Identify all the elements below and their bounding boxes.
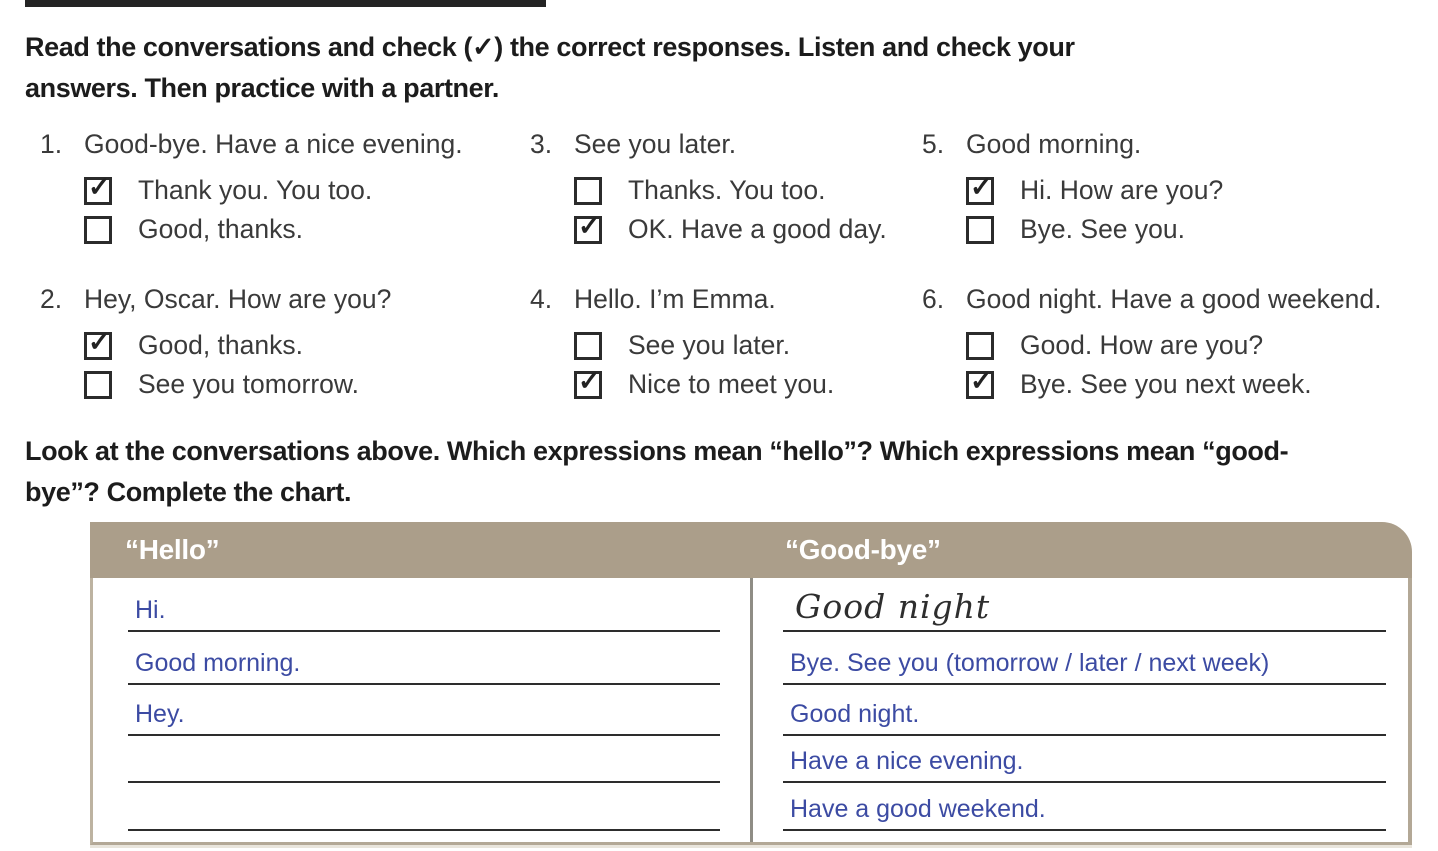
item-prompt: Good-bye. Have a nice evening. — [84, 129, 463, 159]
item-number: 6. — [922, 284, 945, 314]
goodbye-answer-line-2[interactable] — [783, 632, 1386, 685]
hello-column — [93, 578, 750, 842]
expressions-chart — [90, 522, 1412, 845]
item-2 — [40, 283, 528, 404]
item-1 — [40, 128, 528, 249]
answer-text: Bye. See you (tomorrow / later / next week) — [790, 649, 1270, 677]
check-icon: ✓ — [578, 210, 601, 241]
item-2-option-1 — [84, 326, 528, 365]
item-prompt: See you later. — [574, 129, 737, 159]
item-4-option-1 — [574, 326, 920, 365]
option-label: See you tomorrow. — [138, 369, 359, 399]
checkbox-unchecked[interactable] — [966, 332, 994, 360]
items-column-3 — [922, 128, 1434, 404]
handwritten-answer-text: Good night — [795, 587, 991, 626]
goodbye-column — [750, 578, 1408, 842]
chart-body — [90, 578, 1412, 845]
item-5-option-2 — [966, 210, 1434, 249]
goodbye-answer-line-3[interactable] — [783, 685, 1386, 736]
item-3-option-2 — [574, 210, 920, 249]
item-number: 4. — [530, 284, 553, 314]
option-label: Hi. How are you? — [1020, 175, 1224, 205]
goodbye-answer-line-1[interactable] — [783, 578, 1386, 632]
option-label: Thanks. You too. — [628, 175, 826, 205]
answer-text: Hi. — [135, 596, 166, 624]
hello-column-header: “Hello” — [125, 534, 220, 565]
option-label: Bye. See you next week. — [1020, 369, 1312, 399]
item-number: 3. — [530, 129, 553, 159]
goodbye-answer-line-5[interactable] — [783, 783, 1386, 831]
instruction-2: Look at the conversations above. Which expressions mean “hello”? Which expressions mean “good-bye”? Complete the chart. — [25, 436, 1289, 507]
item-number: 1. — [40, 129, 63, 159]
answer-text: Have a nice evening. — [790, 747, 1024, 775]
check-icon: ✓ — [578, 365, 601, 396]
checkbox-unchecked[interactable] — [574, 332, 602, 360]
item-5 — [922, 128, 1434, 249]
item-prompt: Good night. Have a good weekend. — [966, 284, 1382, 314]
checkbox-unchecked[interactable] — [84, 216, 112, 244]
item-3 — [530, 128, 920, 249]
item-prompt: Hello. I’m Emma. — [574, 284, 776, 314]
chart-header — [90, 522, 1412, 578]
option-label: See you later. — [628, 330, 791, 360]
instruction-1: Read the conversations and check (✓) the correct responses. Listen and check your answers. Then practice with a partner. — [25, 32, 1075, 103]
item-prompt: Hey, Oscar. How are you? — [84, 284, 392, 314]
item-6-option-1 — [966, 326, 1434, 365]
goodbye-answer-line-4[interactable] — [783, 736, 1386, 783]
answer-text: Good night. — [790, 700, 920, 728]
option-label: Thank you. You too. — [138, 175, 373, 205]
goodbye-column-header: “Good-bye” — [785, 534, 941, 565]
option-label: Good, thanks. — [138, 214, 303, 244]
option-label: Bye. See you. — [1020, 214, 1185, 244]
item-6 — [922, 283, 1434, 404]
check-icon: ✓ — [970, 171, 993, 202]
item-number: 2. — [40, 284, 63, 314]
items-column-1 — [40, 128, 528, 404]
check-icon: ✓ — [88, 171, 111, 202]
checkbox-checked[interactable] — [84, 171, 112, 205]
check-icon: ✓ — [88, 326, 111, 357]
checkbox-checked[interactable] — [574, 210, 602, 244]
item-1-option-1 — [84, 171, 528, 210]
checkbox-checked[interactable] — [84, 326, 112, 360]
item-5-option-1 — [966, 171, 1434, 210]
conversation-items — [0, 128, 1438, 398]
checkbox-unchecked[interactable] — [84, 371, 112, 399]
check-icon: ✓ — [970, 365, 993, 396]
item-number: 5. — [922, 129, 945, 159]
checkbox-checked[interactable] — [966, 171, 994, 205]
item-prompt: Good morning. — [966, 129, 1142, 159]
checkbox-unchecked[interactable] — [574, 177, 602, 205]
item-4 — [530, 283, 920, 404]
checkbox-unchecked[interactable] — [966, 216, 994, 244]
item-3-option-1 — [574, 171, 920, 210]
hello-answer-line-1[interactable] — [128, 578, 720, 632]
item-2-option-2 — [84, 365, 528, 404]
hello-answer-line-4[interactable] — [128, 736, 720, 783]
item-1-option-2 — [84, 210, 528, 249]
option-label: Nice to meet you. — [628, 369, 835, 399]
option-label: OK. Have a good day. — [628, 214, 887, 244]
answer-text: Have a good weekend. — [790, 795, 1046, 823]
option-label: Good. How are you? — [1020, 330, 1264, 360]
hello-answer-line-5[interactable] — [128, 783, 720, 831]
item-6-option-2 — [966, 365, 1434, 404]
answer-text: Hey. — [135, 700, 185, 728]
cropped-title-band — [25, 0, 546, 7]
hello-answer-line-3[interactable] — [128, 685, 720, 736]
checkbox-checked[interactable] — [966, 365, 994, 399]
checkbox-checked[interactable] — [574, 365, 602, 399]
answer-text: Good morning. — [135, 649, 301, 677]
option-label: Good, thanks. — [138, 330, 303, 360]
hello-answer-line-2[interactable] — [128, 632, 720, 685]
item-4-option-2 — [574, 365, 920, 404]
items-column-2 — [530, 128, 920, 404]
